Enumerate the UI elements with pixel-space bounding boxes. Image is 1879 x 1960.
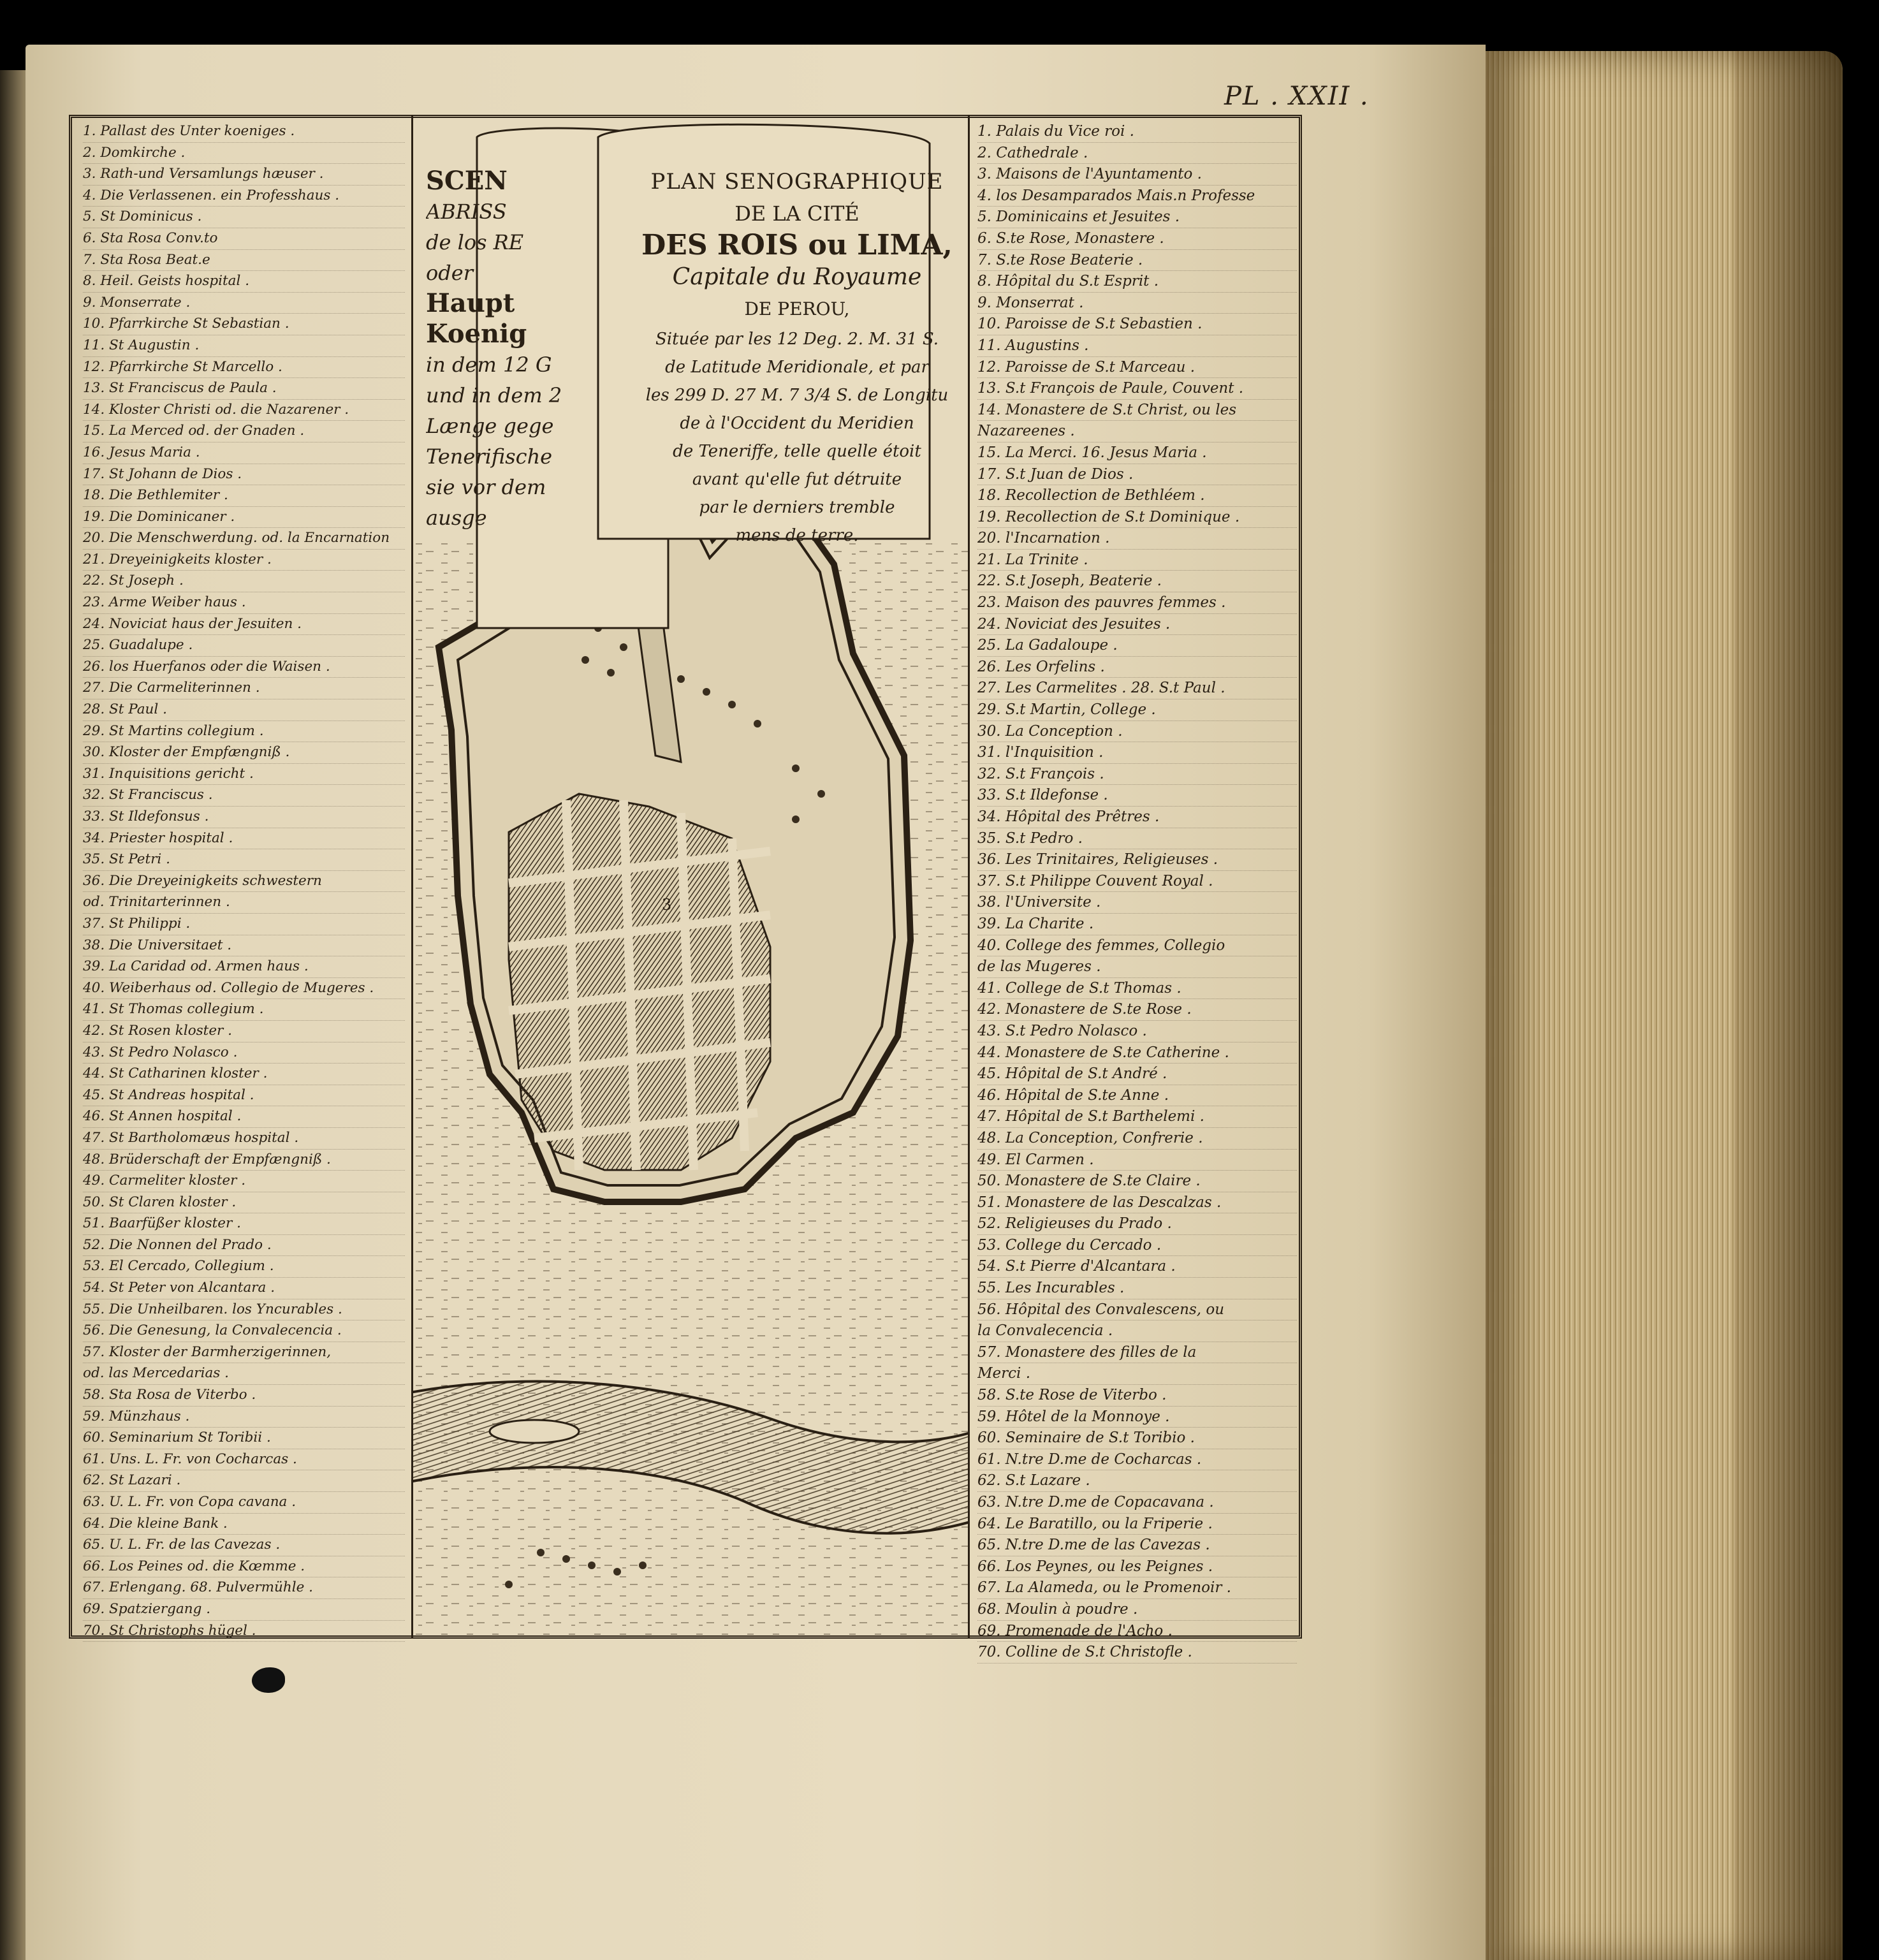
legend-item: 12. Pfarrkirche St Marcello . [83,357,405,379]
legend-item: 3. Rath-und Versamlungs hæuser . [83,164,405,186]
legend-item: 7. Sta Rosa Beat.e [83,250,405,272]
legend-item: 40. College des femmes, Collegio [977,935,1297,957]
legend-item: 63. U. L. Fr. von Copa cavana . [83,1492,405,1514]
legend-item: 66. Los Peynes, ou les Peignes . [977,1556,1297,1578]
legend-item: 7. S.te Rose Beaterie . [977,250,1297,272]
legend-item: 5. St Dominicus . [83,207,405,228]
legend-item: 14. Kloster Christi od. die Nazarener . [83,400,405,421]
title-fr-line: par le derniers tremble [699,498,895,517]
legend-item: 39. La Caridad od. Armen haus . [83,956,405,978]
legend-item: 19. Recollection de S.t Dominique . [977,507,1297,529]
legend-item: de las Mugeres . [977,956,1297,978]
legend-item: 26. los Huerfanos oder die Waisen . [83,657,405,678]
legend-item: 15. La Merci. 16. Jesus Maria . [977,442,1297,464]
title-fr-line: DE PEROU, [744,298,850,319]
plate-number: PL . XXII . [1224,82,1370,111]
title-de-line: de los RE [426,230,524,254]
title-fr-line: PLAN SENOGRAPHIQUE [650,169,944,194]
legend-item: 12. Paroisse de S.t Marceau . [977,357,1297,379]
legend-item: 16. Jesus Maria . [83,442,405,464]
legend-item: 29. S.t Martin, College . [977,699,1297,721]
legend-item: 52. Die Nonnen del Prado . [83,1235,405,1257]
legend-item: 63. N.tre D.me de Copacavana . [977,1492,1297,1514]
legend-item: 58. S.te Rose de Viterbo . [977,1385,1297,1407]
legend-item: od. las Mercedarias . [83,1363,405,1385]
title-fr-line: de Latitude Meridionale, et par [665,358,929,377]
legend-item: 17. St Johann de Dios . [83,464,405,486]
title-de-line: oder [426,261,473,285]
legend-item: 61. Uns. L. Fr. von Cocharcas . [83,1449,405,1471]
legend-item: 9. Monserrat . [977,293,1297,314]
title-fr-line: DES ROIS ou LIMA, [641,229,953,261]
legend-item: 41. College de S.t Thomas . [977,978,1297,1000]
legend-german [69,115,413,1639]
legend-item: 11. St Augustin . [83,335,405,357]
legend-item: 8. Heil. Geists hospital . [83,271,405,293]
legend-item: 38. l'Universite . [977,892,1297,914]
legend-item: 67. La Alameda, ou le Promenoir . [977,1577,1297,1599]
book-page-edges [1486,51,1843,1960]
legend-item: 37. S.t Philippe Couvent Royal . [977,871,1297,893]
legend-item: 43. St Pedro Nolasco . [83,1042,405,1064]
legend-item: 44. St Catharinen kloster . [83,1064,405,1085]
legend-item: 34. Priester hospital . [83,828,405,850]
map-number-label: 3 [662,896,672,914]
title-fr-line: les 299 D. 27 M. 7 3/4 S. de Longitu [645,386,949,405]
legend-item: 22. St Joseph . [83,571,405,592]
legend-item: 50. Monastere de S.te Claire . [977,1171,1297,1192]
legend-item: 48. La Conception, Confrerie . [977,1128,1297,1150]
title-de-line: Længe gege [426,414,554,438]
legend-item: 52. Religieuses du Prado . [977,1213,1297,1235]
legend-item: 10. Paroisse de S.t Sebastien . [977,314,1297,335]
legend-item: 1. Pallast des Unter koeniges . [83,121,405,143]
legend-item: 18. Recollection de Bethléem . [977,485,1297,507]
legend-item: 56. Hôpital des Convalescens, ou [977,1299,1297,1321]
legend-french-list [977,121,1297,1664]
legend-item: 19. Die Dominicaner . [83,507,405,529]
title-de-line: ausge [426,506,487,530]
legend-item: 2. Domkirche . [83,143,405,165]
title-fr-line: Située par les 12 Deg. 2. M. 31 S. [655,330,939,349]
legend-item: 55. Les Incurables . [977,1278,1297,1299]
legend-item: 4. los Desamparados Mais.n Professe [977,186,1297,207]
legend-item: 49. Carmeliter kloster . [83,1171,405,1192]
legend-item: 36. Die Dreyeinigkeits schwestern [83,871,405,893]
legend-item: 28. St Paul . [83,699,405,721]
legend-item: 53. El Cercado, Collegium . [83,1256,405,1278]
legend-item: 38. Die Universitaet . [83,935,405,957]
legend-item: 37. St Philippi . [83,914,405,935]
legend-item: 11. Augustins . [977,335,1297,357]
legend-item: 55. Die Unheilbaren. los Yncurables . [83,1299,405,1321]
legend-item: 30. Kloster der Empfængniß . [83,742,405,764]
legend-item: 6. Sta Rosa Conv.to [83,228,405,250]
title-de-line: ABRISS [426,200,507,224]
river-island [490,1420,579,1443]
legend-item: 70. Colline de S.t Christofle . [977,1642,1297,1664]
legend-item: 25. La Gadaloupe . [977,635,1297,657]
legend-item: 32. S.t François . [977,764,1297,786]
legend-item: 43. S.t Pedro Nolasco . [977,1021,1297,1042]
legend-item: 47. Hôpital de S.t Barthelemi . [977,1106,1297,1128]
legend-item: 35. St Petri . [83,849,405,871]
legend-item: 10. Pfarrkirche St Sebastian . [83,314,405,335]
title-fr-line: Capitale du Royaume [672,264,922,290]
legend-item: 62. St Lazari . [83,1470,405,1492]
legend-item: 15. La Merced od. der Gnaden . [83,421,405,442]
legend-item: 51. Monastere de las Descalzas . [977,1192,1297,1214]
legend-item: 23. Arme Weiber haus . [83,592,405,614]
legend-item: 69. Spatziergang . [83,1599,405,1621]
title-fr-line: de à l'Occident du Meridien [680,414,914,433]
legend-item: 36. Les Trinitaires, Religieuses . [977,849,1297,871]
legend-item: 53. College du Cercado . [977,1235,1297,1257]
legend-item: 39. La Charite . [977,914,1297,935]
legend-item: 59. Hôtel de la Monnoye . [977,1407,1297,1428]
legend-item: 50. St Claren kloster . [83,1192,405,1214]
legend-item: 4. Die Verlassenen. ein Professhaus . [83,186,405,207]
legend-item: 20. l'Incarnation . [977,528,1297,550]
legend-item: 51. Baarfüßer kloster . [83,1213,405,1235]
legend-item: 6. S.te Rose, Monastere . [977,228,1297,250]
legend-item: 1. Palais du Vice roi . [977,121,1297,143]
legend-item: 60. Seminarium St Toribii . [83,1428,405,1449]
legend-item: 45. St Andreas hospital . [83,1085,405,1107]
legend-item: 56. Die Genesung, la Convalecencia . [83,1320,405,1342]
legend-item: 59. Münzhaus . [83,1407,405,1428]
legend-item: 27. Die Carmeliterinnen . [83,678,405,699]
title-de-line: Koenig [426,319,527,349]
title-fr-line: avant qu'elle fut détruite [692,470,902,489]
legend-item: 67. Erlengang. 68. Pulvermühle . [83,1577,405,1599]
legend-item: 17. S.t Juan de Dios . [977,464,1297,486]
legend-item: 64. Le Baratillo, ou la Friperie . [977,1514,1297,1535]
legend-item: 13. St Franciscus de Paula . [83,378,405,400]
legend-item: 24. Noviciat haus der Jesuiten . [83,614,405,636]
legend-item: 18. Die Bethlemiter . [83,485,405,507]
legend-item: 33. St Ildefonsus . [83,807,405,828]
legend-item: 61. N.tre D.me de Cocharcas . [977,1449,1297,1471]
legend-item: 58. Sta Rosa de Viterbo . [83,1385,405,1407]
legend-item: 33. S.t Ildefonse . [977,785,1297,807]
title-de-line: SCEN [426,166,508,196]
legend-item: 60. Seminaire de S.t Toribio . [977,1428,1297,1449]
title-de-line: in dem 12 G [426,353,552,377]
title-fr-line: mens de terre. [735,526,859,545]
legend-item: Nazareenes . [977,421,1297,442]
legend-item: 22. S.t Joseph, Beaterie . [977,571,1297,592]
legend-item: 24. Noviciat des Jesuites . [977,614,1297,636]
legend-item: 45. Hôpital de S.t André . [977,1064,1297,1085]
legend-item: 13. S.t François de Paule, Couvent . [977,378,1297,400]
legend-german-list [83,121,405,1642]
legend-item: 5. Dominicains et Jesuites . [977,207,1297,228]
ink-blot [252,1667,285,1693]
legend-item: 69. Promenade de l'Acho . [977,1621,1297,1642]
legend-item: 68. Moulin à poudre . [977,1599,1297,1621]
legend-item: 47. St Bartholomæus hospital . [83,1128,405,1150]
legend-item: 21. La Trinite . [977,550,1297,571]
title-fr-line: DE LA CITÉ [735,201,859,226]
legend-item: 34. Hôpital des Prêtres . [977,807,1297,828]
legend-item: 20. Die Menschwerdung. od. la Encarnation [83,528,405,550]
title-de-line: sie vor dem [426,475,546,499]
legend-item: 8. Hôpital du S.t Esprit . [977,271,1297,293]
legend-french [968,115,1302,1661]
legend-item: 46. St Annen hospital . [83,1106,405,1128]
legend-item: 48. Brüderschaft der Empfængniß . [83,1150,405,1171]
title-fr-line: de Teneriffe, telle quelle étoit [673,442,921,461]
legend-item: 27. Les Carmelites . 28. S.t Paul . [977,678,1297,699]
legend-item: 25. Guadalupe . [83,635,405,657]
legend-item: 64. Die kleine Bank . [83,1514,405,1535]
legend-item: 49. El Carmen . [977,1150,1297,1171]
title-de-line: und in dem 2 [426,383,562,407]
legend-item: 40. Weiberhaus od. Collegio de Mugeres . [83,978,405,1000]
legend-item: 23. Maison des pauvres femmes . [977,592,1297,614]
legend-item: 65. U. L. Fr. de las Cavezas . [83,1535,405,1556]
title-de-line: Haupt [426,288,515,318]
legend-item: 3. Maisons de l'Ayuntamento . [977,164,1297,186]
legend-item: od. Trinitarterinnen . [83,892,405,914]
legend-item: 57. Kloster der Barmherzigerinnen, [83,1342,405,1364]
legend-item: 31. Inquisitions gericht . [83,764,405,786]
legend-item: 54. St Peter von Alcantara . [83,1278,405,1299]
title-de-line: Tenerifische [426,444,553,469]
legend-item: 42. St Rosen kloster . [83,1021,405,1042]
legend-item: 2. Cathedrale . [977,143,1297,165]
legend-item: 26. Les Orfelins . [977,657,1297,678]
legend-item: 9. Monserrate . [83,293,405,314]
legend-item: la Convalecencia . [977,1320,1297,1342]
legend-item: 62. S.t Lazare . [977,1470,1297,1492]
title-cartouche-french [631,166,963,550]
legend-item: 29. St Martins collegium . [83,721,405,743]
legend-item: 32. St Franciscus . [83,785,405,807]
legend-item: 35. S.t Pedro . [977,828,1297,850]
legend-item: 66. Los Peines od. die Kœmme . [83,1556,405,1578]
legend-item: 57. Monastere des filles de la [977,1342,1297,1364]
legend-item: 42. Monastere de S.te Rose . [977,999,1297,1021]
title-cartouche-german [426,166,573,533]
legend-item: 41. St Thomas collegium . [83,999,405,1021]
legend-item: Merci . [977,1363,1297,1385]
legend-item: 70. St Christophs hügel . [83,1621,405,1642]
legend-item: 46. Hôpital de S.te Anne . [977,1085,1297,1107]
legend-item: 54. S.t Pierre d'Alcantara . [977,1256,1297,1278]
legend-item: 14. Monastere de S.t Christ, ou les [977,400,1297,421]
legend-item: 21. Dreyeinigkeits kloster . [83,550,405,571]
legend-item: 44. Monastere de S.te Catherine . [977,1042,1297,1064]
legend-item: 65. N.tre D.me de las Cavezas . [977,1535,1297,1556]
legend-item: 30. La Conception . [977,721,1297,743]
legend-item: 31. l'Inquisition . [977,742,1297,764]
